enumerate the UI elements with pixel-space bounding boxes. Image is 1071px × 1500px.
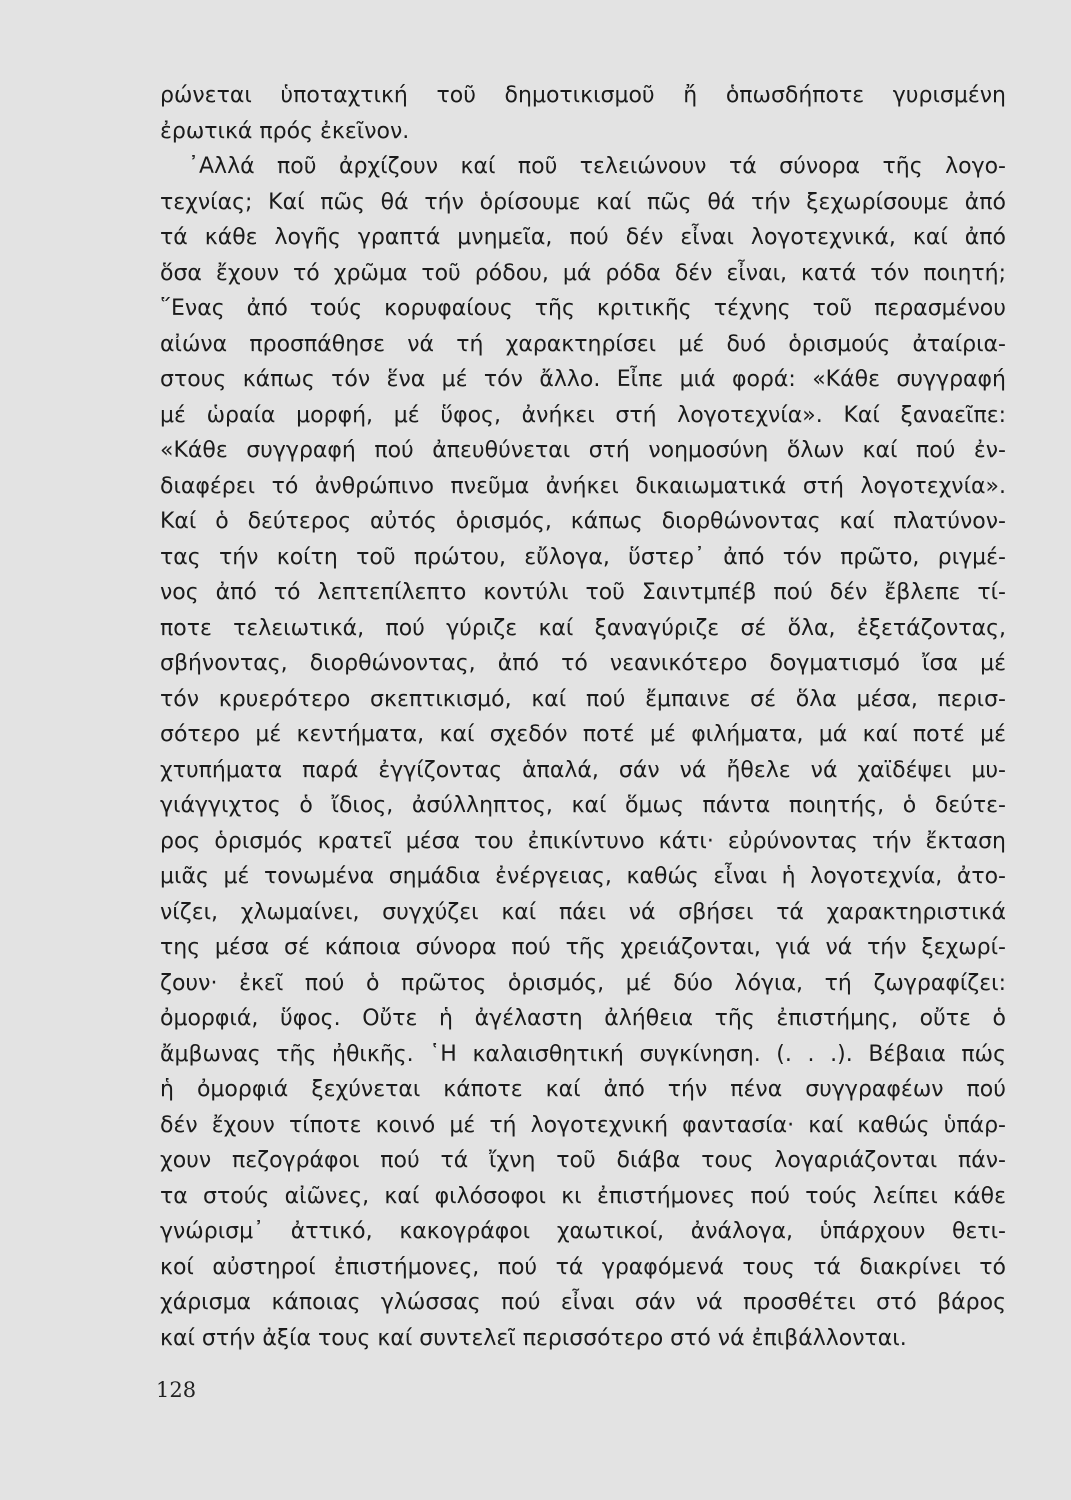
text-line: δέν ἔχουν τίποτε κοινό μέ τή λογοτεχνική φαντασία· καί καθώς ὑπάρ- xyxy=(160,1112,1006,1138)
text-line: τας τήν κοίτη τοῦ πρώτου, εὔλογα, ὕστερ᾿ ἀπό τόν πρῶτο, ριγμέ- xyxy=(160,544,1006,570)
text-line: τά κάθε λογῆς γραπτά μνημεῖα, πού δέν εἶναι λογοτεχνικά, καί ἀπό xyxy=(160,225,1006,250)
text-line: τα στούς αἰῶνες, καί φιλόσοφοι κι ἐπιστήμονες πού τούς λείπει κάθε xyxy=(160,1183,1006,1209)
text-line: καί στήν ἀξία τους καί συντελεῖ περισσότερο στό νά ἐπιβάλλονται. xyxy=(160,1325,907,1351)
text-line: ρώνεται ὑποταχτική τοῦ δημοτικισμοῦ ἤ ὁπωσδήποτε γυρισμένη xyxy=(160,83,1006,108)
text-line: χτυπήματα παρά ἐγγίζοντας ἁπαλά, σάν νά ἤθελε νά χαϊδέψει μυ- xyxy=(160,757,1006,783)
text-line: τεχνίας; Καί πῶς θά τήν ὁρίσουμε καί πῶς θά τήν ξεχωρίσουμε ἀπό xyxy=(160,189,1006,215)
text-line: μιᾶς μέ τονωμένα σημάδια ἐνέργειας, καθώς εἶναι ἡ λογοτεχνία, ἀτο- xyxy=(160,864,1006,889)
text-line: ἄμβωνας τῆς ἠθικῆς. ῾Η καλαισθητική συγκίνηση. (. . .). Βέβαια πώς xyxy=(160,1041,1006,1067)
text-line: χουν πεζογράφοι πού τά ἴχνη τοῦ διάβα τους λογαριάζονται πάν- xyxy=(160,1148,1006,1173)
text-line: γιάγγιχτος ὁ ἴδιος, ἀσύλληπτος, καί ὅμως πάντα ποιητής, ὁ δεύτε- xyxy=(160,793,1006,818)
text-line: κοί αὐστηροί ἐπιστήμονες, πού τά γραφόμενά τους τά διακρίνει τό xyxy=(160,1254,1006,1280)
text-line: ρος ὁρισμός κρατεῖ μέσα του ἐπικίντυνο κάτι· εὐρύνοντας τήν ἔκταση xyxy=(160,828,1006,854)
text-line: μέ ὡραία μορφή, μέ ὕφος, ἀνήκει στή λογοτεχνία». Καί ξαναεῖπε: xyxy=(160,402,1006,428)
text-line: Καί ὁ δεύτερος αὐτός ὁρισμός, κάπως διορθώνοντας καί πλατύνον- xyxy=(160,509,1006,534)
text-line: διαφέρει τό ἀνθρώπινο πνεῦμα ἀνήκει δικαιωματικά στή λογοτεχνία». xyxy=(160,473,1006,499)
text-line: τόν κρυερότερο σκεπτικισμό, καί πού ἔμπαινε σέ ὅλα μέσα, περισ- xyxy=(160,686,1006,712)
text-line: στους κάπως τόν ἕνα μέ τόν ἄλλο. Εἶπε μιά φορά: «Κάθε συγγραφή xyxy=(160,367,1006,392)
text-line: σότερο μέ κεντήματα, καί σχεδόν ποτέ μέ φιλήματα, μά καί ποτέ μέ xyxy=(160,722,1006,747)
text-line: ποτε τελειωτικά, πού γύριζε καί ξαναγύριζε σέ ὅλα, ἐξετάζοντας, xyxy=(160,615,1006,641)
text-line: ὅσα ἔχουν τό χρῶμα τοῦ ρόδου, μά ρόδα δέν εἶναι, κατά τόν ποιητή; xyxy=(160,260,1006,286)
text-line: ἡ ὀμορφιά ξεχύνεται κάποτε καί ἀπό τήν πένα συγγραφέων πού xyxy=(160,1077,1006,1102)
text-line: ῞Ενας ἀπό τούς κορυφαίους τῆς κριτικῆς τέχνης τοῦ περασμένου xyxy=(160,296,1006,321)
text-line: χάρισμα κάποιας γλώσσας πού εἶναι σάν νά προσθέτει στό βάρος xyxy=(160,1290,1006,1315)
text-line: της μέσα σέ κάποια σύνορα πού τῆς χρειάζονται, γιά νά τήν ξεχωρί- xyxy=(160,935,1006,960)
text-line: «Κάθε συγγραφή πού ἀπευθύνεται στή νοημοσύνη ὅλων καί πού ἐν- xyxy=(160,438,1006,463)
text-line: νος ἀπό τό λεπτεπίλεπτο κοντύλι τοῦ Σαιντμπέβ πού δέν ἔβλεπε τί- xyxy=(160,580,1006,605)
body-text xyxy=(160,78,1006,1356)
text-line: σβήνοντας, διορθώνοντας, ἀπό τό νεανικότερο δογματισμό ἴσα μέ xyxy=(160,651,1006,676)
text-line: ζουν· ἐκεῖ πού ὁ πρῶτος ὁρισμός, μέ δύο λόγια, τή ζωγραφίζει: xyxy=(160,970,1006,996)
text-line: γνώρισμ᾿ ἀττικό, κακογράφοι χαωτικοί, ἀνάλογα, ὑπάρχουν θετι- xyxy=(160,1219,1006,1244)
text-line: αἰώνα προσπάθησε νά τή χαρακτηρίσει μέ δυό ὁρισμούς ἀταίρια- xyxy=(160,331,1006,357)
text-line: ὀμορφιά, ὕφος. Οὔτε ἡ ἀγέλαστη ἀλήθεια τῆς ἐπιστήμης, οὔτε ὁ xyxy=(160,1006,1006,1031)
text-line: ἐρωτικά πρός ἐκεῖνον. xyxy=(160,118,410,144)
text-line: ᾿Αλλά ποῦ ἀρχίζουν καί ποῦ τελειώνουν τά σύνορα τῆς λογο- xyxy=(188,154,1006,179)
page-number: 128 xyxy=(156,1378,197,1402)
text-line: νίζει, χλωμαίνει, συγχύζει καί πάει νά σβήσει τά χαρακτηριστικά xyxy=(160,899,1006,925)
